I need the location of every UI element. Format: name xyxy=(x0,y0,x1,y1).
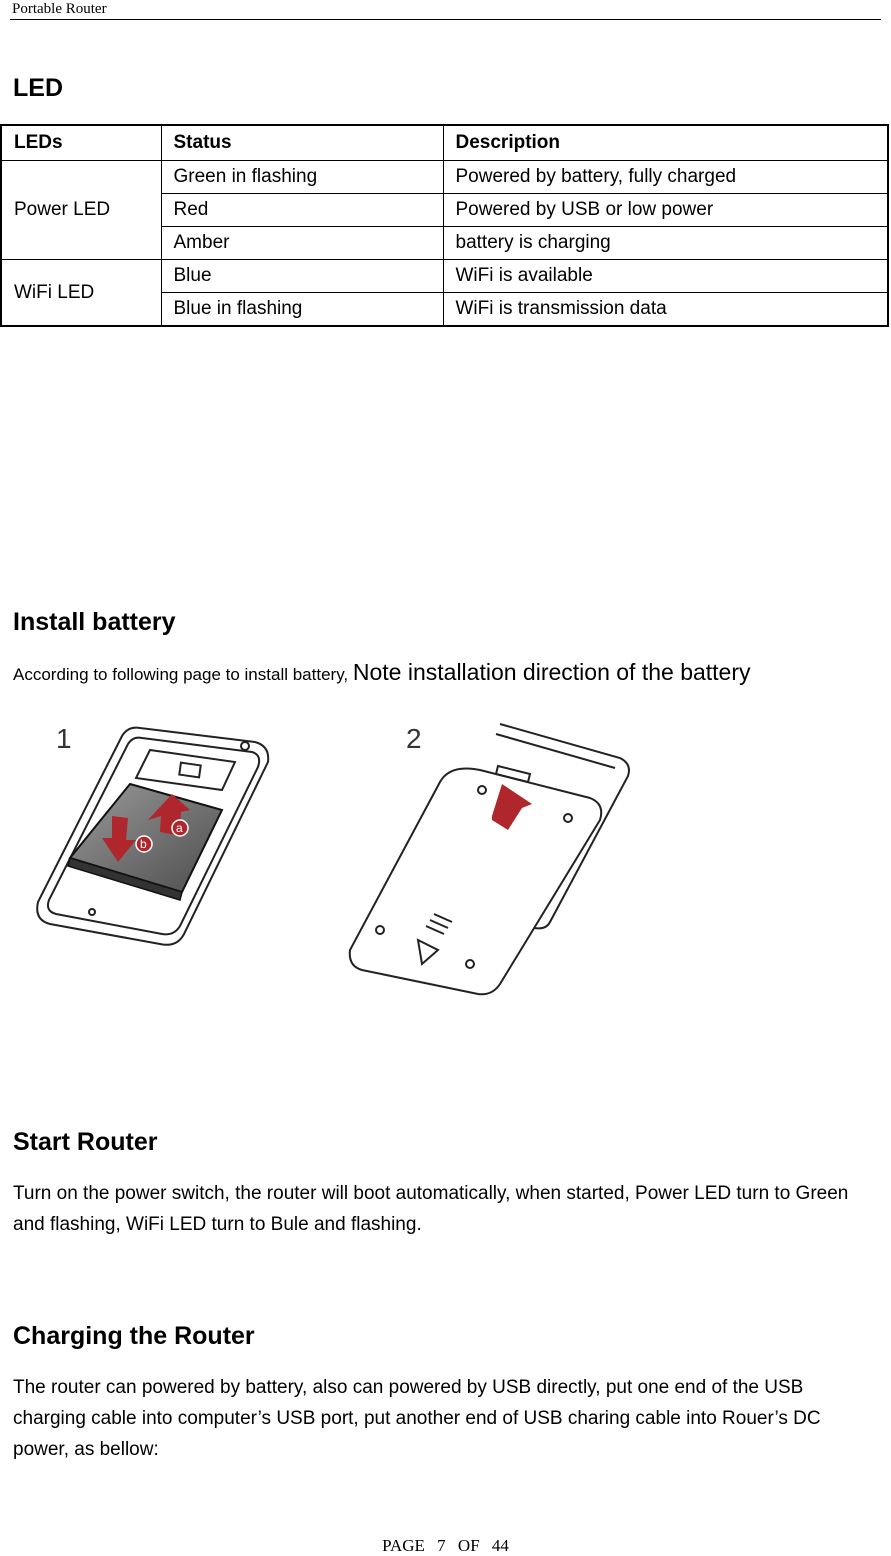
description-cell: WiFi is available xyxy=(443,260,888,293)
charging-text: The router can powered by battery, also can powered by USB directly, put one end of the USB charging cable into computer’s USB port, put another end of USB charing cable into Rouer’s DC power, as bellow: xyxy=(13,1377,821,1460)
table-row xyxy=(1,260,888,293)
charging-heading: Charging the Router xyxy=(13,1322,255,1350)
status-cell: Green in flashing xyxy=(161,161,443,194)
start-router-text: Turn on the power switch, the router will boot automatically, when started, Power LED turn to Green and flashing, WiFi LED turn to Bule and flashing. xyxy=(13,1183,849,1235)
led-heading: LED xyxy=(13,74,63,102)
install-intro-text: According to following page to install battery, xyxy=(13,665,349,684)
start-router-heading: Start Router xyxy=(13,1128,158,1156)
table-row xyxy=(1,161,888,194)
arrow-label-a: a xyxy=(176,821,183,835)
led-table xyxy=(0,124,889,327)
col-header-leds: LEDs xyxy=(1,125,161,161)
router-back-cover xyxy=(350,724,629,994)
status-cell: Amber xyxy=(161,227,443,260)
install-intro xyxy=(13,657,751,690)
led-name-cell: Power LED xyxy=(1,161,161,260)
page-total: 44 xyxy=(491,1536,509,1555)
led-name-cell: WiFi LED xyxy=(1,260,161,327)
running-header: Portable Router xyxy=(12,1,107,17)
status-cell: Blue in flashing xyxy=(161,293,443,327)
status-cell: Blue xyxy=(161,260,443,293)
page-number: 7 xyxy=(437,1536,446,1555)
description-cell: Powered by USB or low power xyxy=(443,194,888,227)
description-cell: WiFi is transmission data xyxy=(443,293,888,327)
description-cell: Powered by battery, fully charged xyxy=(443,161,888,194)
step-label-2: 2 xyxy=(406,723,422,754)
page-label: PAGE xyxy=(382,1536,425,1555)
of-label: OF xyxy=(457,1536,480,1555)
install-battery-heading: Install battery xyxy=(13,608,176,636)
step-label-1: 1 xyxy=(56,723,72,754)
page-footer xyxy=(0,1536,891,1556)
install-note: Note installation direction of the battery xyxy=(352,659,751,685)
col-header-description: Description xyxy=(443,125,888,161)
battery-install-illustration xyxy=(30,712,650,1012)
col-header-status: Status xyxy=(161,125,443,161)
header-rule xyxy=(10,19,881,20)
status-cell: Red xyxy=(161,194,443,227)
description-cell: battery is charging xyxy=(443,227,888,260)
arrow-label-b: b xyxy=(140,837,147,851)
table-header-row xyxy=(1,125,888,161)
